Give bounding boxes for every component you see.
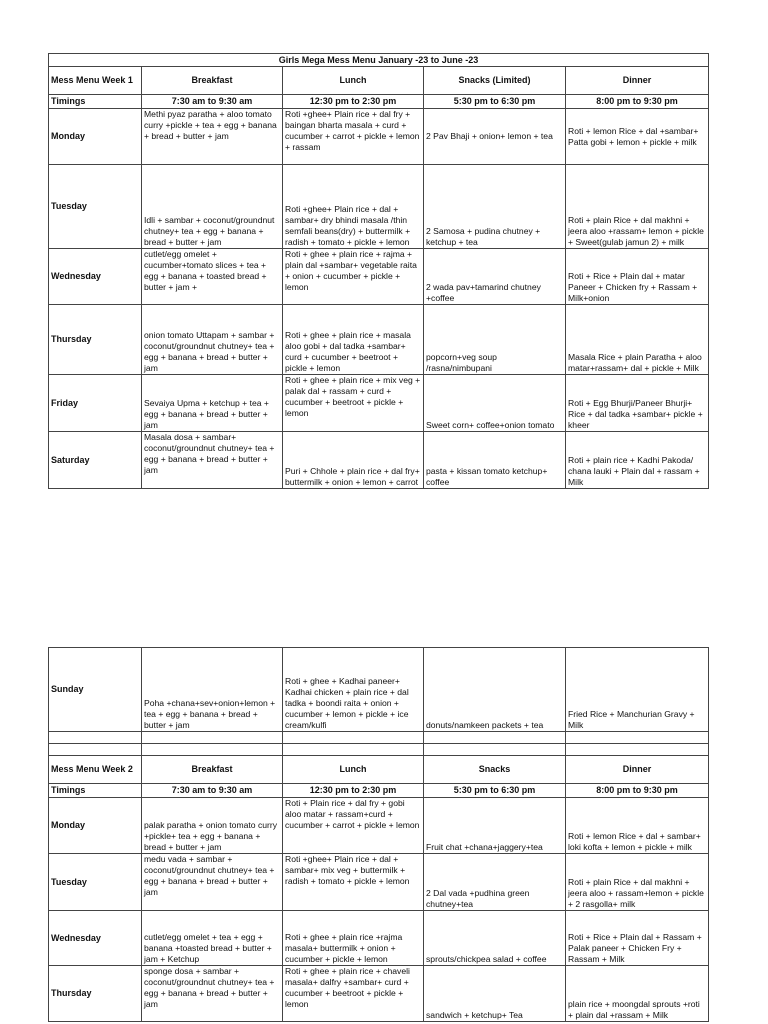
lunch-cell: Roti + ghee + plain rice + rajma + plain dal +sambar+ vegetable raita + onion + cucumber + pickle + lemon [283, 249, 424, 305]
lunch-cell: Roti + ghee + plain rice + mix veg + palak dal + rassam + curd + cucumber + beetroot + pickle + lemon [283, 375, 424, 432]
table-row [49, 375, 709, 432]
table-row [49, 966, 709, 1022]
timings-label: Timings [49, 784, 142, 798]
table-row [49, 165, 709, 249]
breakfast-cell: palak paratha + onion tomato curry +pickle+ tea + egg + banana + bread + butter + jam [142, 798, 283, 854]
table-row [49, 854, 709, 911]
timing-dinner: 8:00 pm to 9:30 pm [566, 784, 709, 798]
day-label: Thursday [49, 966, 142, 1022]
day-label: Monday [49, 109, 142, 165]
mess-menu-week2-table [48, 647, 709, 1022]
day-label: Wednesday [49, 249, 142, 305]
table-row [49, 432, 709, 489]
day-label: Saturday [49, 432, 142, 489]
snacks-cell: pasta + kissan tomato ketchup+ coffee [424, 432, 566, 489]
dinner-cell: Roti + lemon Rice + dal + sambar+ loki kofta + lemon + pickle + milk [566, 798, 709, 854]
snacks-cell: Fruit chat +chana+jaggery+tea [424, 798, 566, 854]
lunch-cell: Roti +ghee+ Plain rice + dal + sambar+ mix veg + buttermilk + radish + tomato + pickle + lemon [283, 854, 424, 911]
lunch-cell: Roti +ghee+ Plain rice + dal fry + baingan bharta masala + curd + cucumber + carrot + pickle + lemon + rassam [283, 109, 424, 165]
timing-dinner: 8:00 pm to 9:30 pm [566, 95, 709, 109]
timings-label: Timings [49, 95, 142, 109]
snacks-cell: 2 Dal vada +pudhina green chutney+tea [424, 854, 566, 911]
dinner-cell: Roti + plain rice + Kadhi Pakoda/ chana lauki + Plain dal + rassam + Milk [566, 432, 709, 489]
breakfast-cell: Methi pyaz paratha + aloo tomato curry +pickle + tea + egg + banana + bread + butter + jam [142, 109, 283, 165]
week1-label: Mess Menu Week 1 [49, 67, 142, 95]
lunch-cell: Puri + Chhole + plain rice + dal fry+ buttermilk + onion + lemon + carrot [283, 432, 424, 489]
header-breakfast: Breakfast [142, 756, 283, 784]
day-label: Tuesday [49, 165, 142, 249]
header-lunch: Lunch [283, 67, 424, 95]
dinner-cell: Roti + lemon Rice + dal +sambar+ Patta gobi + lemon + pickle + milk [566, 109, 709, 165]
empty-row [49, 744, 709, 756]
timing-lunch: 12:30 pm to 2:30 pm [283, 95, 424, 109]
table-row [49, 109, 709, 165]
timing-lunch: 12:30 pm to 2:30 pm [283, 784, 424, 798]
day-label: Sunday [49, 648, 142, 732]
menu-title: Girls Mega Mess Menu January -23 to June -23 [49, 54, 709, 67]
snacks-cell: donuts/namkeen packets + tea [424, 648, 566, 732]
dinner-cell: Roti + Rice + Plain dal + matar Paneer + Chicken fry + Rassam + Milk+onion [566, 249, 709, 305]
day-label: Friday [49, 375, 142, 432]
dinner-cell: Fried Rice + Manchurian Gravy + Milk [566, 648, 709, 732]
header-dinner: Dinner [566, 756, 709, 784]
dinner-cell: Roti + Egg Bhurji/Paneer Bhurji+ Rice + dal tadka +sambar+ pickle + kheer [566, 375, 709, 432]
table-row [49, 249, 709, 305]
table-row [49, 798, 709, 854]
lunch-cell: Roti +ghee+ Plain rice + dal + sambar+ dry bhindi masala /thin semfali beans(dry) + buttermilk + radish + tomato + pickle + lemon [283, 165, 424, 249]
breakfast-cell: cutlet/egg omelet + tea + egg + banana +toasted bread + butter + jam + Ketchup [142, 911, 283, 966]
lunch-cell: Roti + ghee + Kadhai paneer+ Kadhai chicken + plain rice + dal tadka + boondi raita + onion + cucumber + lemon + pickle + ice cream/kulfi [283, 648, 424, 732]
day-label: Thursday [49, 305, 142, 375]
table-row [49, 648, 709, 732]
breakfast-cell: medu vada + sambar + coconut/groundnut chutney+ tea + egg + banana + bread + butter + jam [142, 854, 283, 911]
breakfast-cell: cutlet/egg omelet + cucumber+tomato slices + tea + egg + banana + toasted bread + butter + jam + [142, 249, 283, 305]
header-snacks: Snacks (Limited) [424, 67, 566, 95]
day-label: Tuesday [49, 854, 142, 911]
snacks-cell: 2 wada pav+tamarind chutney +coffee [424, 249, 566, 305]
dinner-cell: Masala Rice + plain Paratha + aloo matar+rassam+ dal + pickle + Milk [566, 305, 709, 375]
table-row [49, 305, 709, 375]
breakfast-cell: Poha +chana+sev+onion+lemon + tea + egg + banana + bread + butter + jam [142, 648, 283, 732]
day-label: Monday [49, 798, 142, 854]
empty-row [49, 732, 709, 744]
breakfast-cell: sponge dosa + sambar + coconut/groundnut chutney+ tea + egg + banana + bread + butter + jam [142, 966, 283, 1022]
timing-breakfast: 7:30 am to 9:30 am [142, 784, 283, 798]
breakfast-cell: Masala dosa + sambar+ coconut/groundnut chutney+ tea + egg + banana + bread + butter + jam [142, 432, 283, 489]
snacks-cell: Sweet corn+ coffee+onion tomato [424, 375, 566, 432]
breakfast-cell: Idli + sambar + coconut/groundnut chutney+ tea + egg + banana + bread + butter + jam [142, 165, 283, 249]
snacks-cell: 2 Samosa + pudina chutney + ketchup + tea [424, 165, 566, 249]
table-row [49, 911, 709, 966]
lunch-cell: Roti + Plain rice + dal fry + gobi aloo matar + rassam+curd + cucumber + carrot + pickle + lemon [283, 798, 424, 854]
day-label: Wednesday [49, 911, 142, 966]
dinner-cell: plain rice + moongdal sprouts +roti + plain dal +rassam + Milk [566, 966, 709, 1022]
timing-breakfast: 7:30 am to 9:30 am [142, 95, 283, 109]
header-dinner: Dinner [566, 67, 709, 95]
snacks-cell: sprouts/chickpea salad + coffee [424, 911, 566, 966]
mess-menu-week1-table [48, 53, 709, 489]
dinner-cell: Roti + plain Rice + dal makhni + jeera aloo + rassam+lemon + pickle + 2 rasgolla+ milk [566, 854, 709, 911]
snacks-cell: sandwich + ketchup+ Tea [424, 966, 566, 1022]
lunch-cell: Roti + ghee + plain rice + masala aloo gobi + dal tadka +sambar+ curd + cucumber + beetroot + pickle + lemon [283, 305, 424, 375]
dinner-cell: Roti + plain Rice + dal makhni + jeera aloo +rassam+ lemon + pickle + Sweet(gulab jamun 2) + milk [566, 165, 709, 249]
lunch-cell: Roti + ghee + plain rice +rajma masala+ buttermilk + onion + cucumber + pickle + lemon [283, 911, 424, 966]
lunch-cell: Roti + ghee + plain rice + chaveli masala+ dalfry +sambar+ curd + cucumber + beetroot + pickle + lemon [283, 966, 424, 1022]
breakfast-cell: Sevaiya Upma + ketchup + tea + egg + banana + bread + butter + jam [142, 375, 283, 432]
week2-label: Mess Menu Week 2 [49, 756, 142, 784]
breakfast-cell: onion tomato Uttapam + sambar + coconut/groundnut chutney+ tea + egg + banana + bread + butter + jam [142, 305, 283, 375]
snacks-cell: 2 Pav Bhaji + onion+ lemon + tea [424, 109, 566, 165]
header-breakfast: Breakfast [142, 67, 283, 95]
header-snacks: Snacks [424, 756, 566, 784]
header-lunch: Lunch [283, 756, 424, 784]
timing-snacks: 5:30 pm to 6:30 pm [424, 784, 566, 798]
timing-snacks: 5:30 pm to 6:30 pm [424, 95, 566, 109]
snacks-cell: popcorn+veg soup /rasna/nimbupani [424, 305, 566, 375]
dinner-cell: Roti + Rice + Plain dal + Rassam + Palak paneer + Chicken Fry + Rassam + Milk [566, 911, 709, 966]
